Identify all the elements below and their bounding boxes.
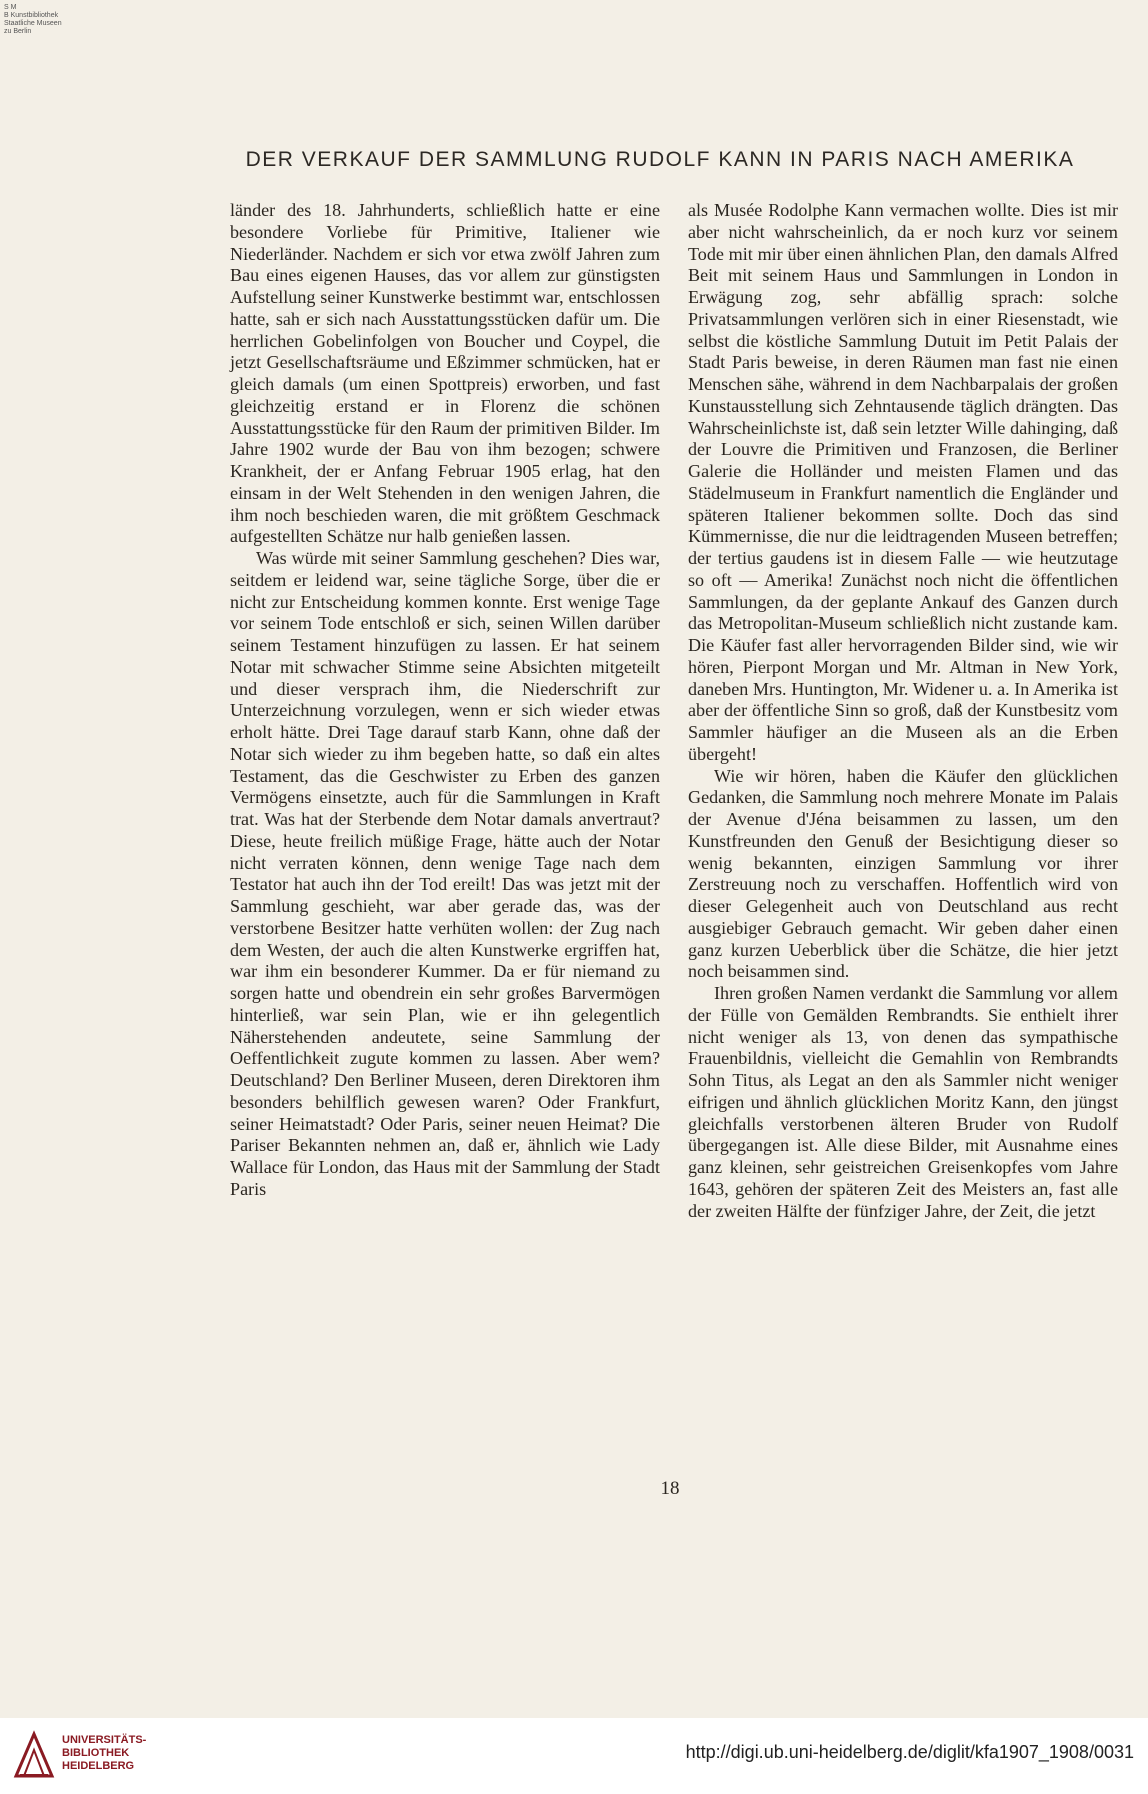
stamp-line: Staatliche Museen: [4, 20, 62, 27]
paragraph: länder des 18. Jahrhunderts, schließlich hatte er eine besondere Vorliebe für Primitive, Italiener wie Niederländer. Nachdem er sich vor etwa zwölf Jahren zum Bau eines eigenen Hauses, das vor allem zur günstigsten Aufstellung seiner Kunstwerke bestimmt war, entschlossen hatte, sah er sich nach Ausstattungsstücken dafür um. Die herrlichen Gobelinfolgen von Boucher und Coypel, die jetzt Gesellschaftsräume und Eßzimmer schmücken, hat er gleich damals (um einen Spottpreis) erworben, und fast gleichzeitig erstand er in Florenz die schönen Ausstattungsstücke für den Raum der primitiven Bilder. Im Jahre 1902 wurde der Bau von ihm bezogen; schwere Krankheit, der er Anfang Februar 1905 erlag, hat den einsam in der Welt Stehenden in den wenigen Jahren, die ihm noch beschieden waren, die mit größtem Geschmack aufgestellten Schätze nur halb genießen lassen.: [230, 200, 660, 547]
library-name-line: UNIVERSITÄTS-: [62, 1734, 147, 1746]
paragraph: Ihren großen Namen verdankt die Sammlung vor allem der Fülle von Gemälden Rembrandts. Sie enthielt ihrer nicht weniger als 13, von denen das sympathische Frauenbildnis, vielleicht die Gemahlin von Rembrandts Sohn Titus, als Legat an den als Sammler nicht weniger eifrigen und ähnlich glücklichen Moritz Kann, den jüngst gleichfalls verstorbenen älteren Bruder von Rudolf übergegangen ist. Alle diese Bilder, mit Ausnahme eines ganz kleinen, sehr geistreichen Greisenkopfes vom Jahre 1643, gehören der späteren Zeit des Meisters an, fast alle der zweiten Hälfte der fünfziger Jahre, der Zeit, die jetzt: [688, 983, 1118, 1221]
library-name-line: HEIDELBERG: [62, 1760, 135, 1772]
stamp-line: S M: [4, 4, 17, 11]
library-name: [62, 1734, 146, 1773]
left-column: [230, 200, 660, 1201]
running-title: DER VERKAUF DER SAMMLUNG RUDOLF KANN IN PARIS NACH AMERIKA: [245, 148, 1075, 171]
paragraph: Was würde mit seiner Sammlung geschehen? Dies war, seitdem er leidend war, seine tägliche Sorge, über die er nicht zur Entscheidung kommen konnte. Erst wenige Tage vor seinem Tode entschloß er sich, seinen Willen darüber seinem Testament hinzufügen zu lassen. Er hat seinem Notar mit schwacher Stimme seine Absichten mitgeteilt und dieser versprach ihm, die Niederschrift zur Unterzeichnung vorzulegen, wenn er sich wieder etwas erholt hätte. Drei Tage darauf starb Kann, ohne daß der Notar sich wieder zu ihm begeben hatte, so daß ein altes Testament, das die Geschwister zu Erben des ganzen Vermögens einsetzte, auch für die Sammlungen in Kraft trat. Was hat der Sterbende dem Notar damals anvertraut? Diese, heute freilich müßige Frage, hätte auch der Notar nicht verraten können, denn wenige Tage nach dem Testator hat auch ihn der Tod ereilt! Das was jetzt mit der Sammlung geschieht, war aber gerade das, was der verstorbene Besitzer hatte verhüten wollen: der Zug nach dem Westen, der auch die alten Kunstwerke ergriffen hat, war ihm ein besonderer Kummer. Da er für niemand zu sorgen hatte und obendrein ein sehr großes Barvermögen hinterließ, war sein Plan, wie er ihn gelegentlich Näherstehenden andeutete, seine Sammlung der Oeffentlichkeit zugute kommen zu lassen. Aber wem? Deutschland? Den Berliner Museen, deren Direktoren ihm besonders behilflich gewesen waren? Oder Frankfurt, seiner Heimatstadt? Oder Paris, seiner neuen Heimat? Die Pariser Bekannten nehmen an, daß er, ähnlich wie Lady Wallace für London, das Haus mit der Sammlung der Stadt Paris: [230, 548, 660, 1199]
stamp-line: zu Berlin: [4, 28, 32, 35]
library-name-line: BIBLIOTHEK: [62, 1747, 130, 1759]
page-number: 18: [660, 1478, 680, 1499]
paragraph: Wie wir hören, haben die Käufer den glücklichen Gedanken, die Sammlung noch mehrere Monate im Palais der Avenue d'Jéna beisammen zu lassen, um den Kunstfreunden den Genuß der Besichtigung dieser so wenig bekannten, einzigen Sammlung vor ihrer Zerstreuung noch zu verschaffen. Hoffentlich wird von dieser Gelegenheit auch von Deutschland aus recht ausgiebiger Gebrauch gemacht. Wir geben daher einen ganz kurzen Ueberblick über die Schätze, die hier jetzt noch beisammen sind.: [688, 765, 1118, 982]
stamp-line: B Kunstbibliothek: [4, 12, 59, 19]
source-url-link[interactable]: http://digi.ub.uni-heidelberg.de/diglit/kfa1907_1908/0031: [685, 1742, 1134, 1762]
paragraph: als Musée Rodolphe Kann vermachen wollte. Dies ist mir aber nicht wahrscheinlich, da er noch kurz vor seinem Tode mit mir über einen ähnlichen Plan, den damals Alfred Beit mit seinem Haus und Sammlungen in London in Erwägung zog, sehr abfällig sprach: solche Privatsammlungen verlören sich in einer Riesenstadt, wie selbst die köstliche Sammlung Dutuit im Petit Palais der Stadt Paris beweise, in deren Räumen man fast nie einen Menschen sähe, während in dem Nachbarpalais der großen Kunstausstellung sich Zehntausende täglich drängten. Das Wahrscheinlichste ist, daß sein letzter Wille dahinging, daß der Louvre die Primitiven und Franzosen, die Berliner Galerie die Holländer und meisten Flamen und das Städelmuseum in Frankfurt namentlich die Engländer und späteren Italiener bekommen sollte. Doch das sind Kümmernisse, die nur die leidtragenden Museen betreffen; der tertius gaudens ist in diesem Falle — wie heutzutage so oft — Amerika! Zunächst noch nicht die öffentlichen Sammlungen, da der geplante Ankauf des Ganzen durch das Metropolitan-Museum schließlich nicht zustande kam. Die Käufer fast aller hervorragenden Bilder sind, wie wir hören, Pierpont Morgan und Mr. Altman in New York, daneben Mrs. Huntington, Mr. Widener u. a. In Amerika ist aber der öffentliche Sinn so groß, daß der Kunstbesitz vom Sammler häufiger an die Museen als an die Erben übergeht!: [688, 200, 1118, 764]
library-stamp: [4, 4, 62, 36]
university-logo-icon: [12, 1730, 56, 1784]
right-column: [688, 200, 1118, 1222]
footer-bar: [0, 1718, 1148, 1794]
